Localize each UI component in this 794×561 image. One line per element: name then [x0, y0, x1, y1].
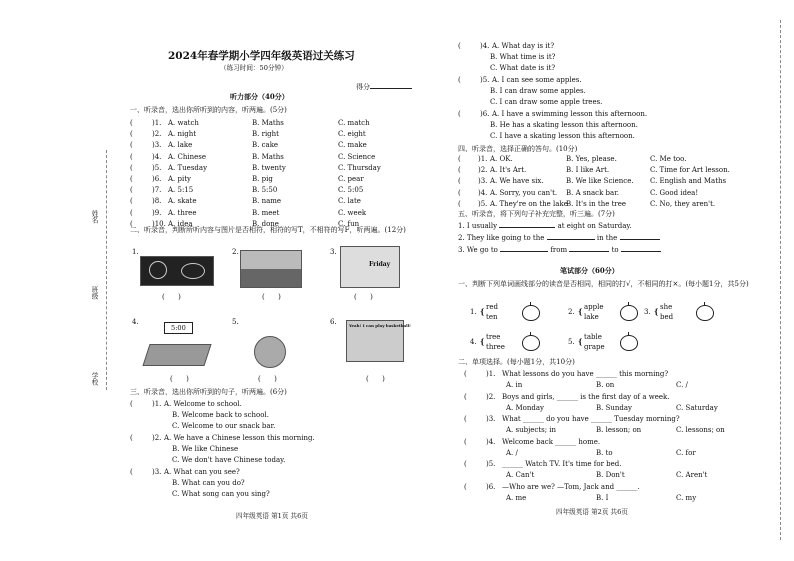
- picture-cyclist: [254, 336, 286, 368]
- question-number: )4.: [480, 42, 490, 50]
- option-a: A. Chinese: [168, 152, 206, 161]
- listening-section-header: 听力部分（40分）: [230, 92, 289, 101]
- option-b: B. Maths: [252, 119, 284, 127]
- answer-paren-open: (: [130, 186, 133, 195]
- option-c: C. Science: [338, 152, 376, 161]
- l5-sentence-2: 2. They like going to the in the: [458, 234, 660, 243]
- option-c: C. match: [338, 119, 370, 127]
- answer-paren-open: (: [130, 197, 133, 206]
- option-c: C. late: [338, 197, 361, 206]
- word-2: bed: [660, 313, 674, 321]
- question-number: )6.: [480, 110, 490, 118]
- answer-paren-2: ( ): [262, 293, 281, 301]
- question-number: )1.: [486, 370, 496, 378]
- answer-paren-open: (: [464, 392, 467, 401]
- pic-num-1: 1.: [132, 248, 139, 256]
- question-number: )4.: [152, 152, 162, 161]
- word-2: ten: [486, 313, 498, 321]
- brace: {: [578, 337, 583, 346]
- l2-heading: 二、听录音，判断所听内容与图片是否相符，相符的写T，不相符的写F，听两遍。(12分): [130, 226, 406, 234]
- item-number: 3.: [644, 308, 651, 316]
- question-number: )2.: [486, 392, 496, 401]
- option-b: B. to: [596, 448, 613, 457]
- answer-paren-open: (: [130, 208, 133, 217]
- option-b: B. lesson; on: [596, 426, 642, 434]
- question-number: )3.: [478, 177, 488, 186]
- answer-paren-open: (: [130, 434, 133, 442]
- question-stem: ______ Watch TV. It's time for bed.: [502, 460, 622, 468]
- answer-paren-open: (: [464, 370, 467, 378]
- option-c: C. We don't have Chinese today.: [172, 456, 286, 464]
- question-number: )4.: [486, 437, 496, 446]
- question-number: )5.: [152, 163, 162, 172]
- l1-heading: 一、听录音，选出你所听到的内容，听两遍。(5分): [130, 106, 287, 114]
- answer-apple-icon[interactable]: [522, 335, 540, 351]
- option-c: C. What date is it?: [490, 64, 556, 72]
- option-c: C. Thursday: [338, 163, 381, 172]
- answer-apple-icon[interactable]: [620, 305, 638, 321]
- answer-paren-open: (: [458, 199, 461, 208]
- question-number: )3.: [152, 141, 162, 150]
- item-number: 2.: [568, 308, 575, 316]
- option-b: B. 5:50: [252, 186, 278, 195]
- pic-num-5: 5.: [232, 318, 239, 326]
- item-number: 1.: [470, 308, 477, 316]
- option-c: C. No, they aren't.: [650, 199, 716, 208]
- pic-num-4: 4.: [132, 318, 139, 326]
- binding-school-label: 学校: [90, 372, 98, 386]
- question-number: )6.: [152, 175, 162, 183]
- option-a: A. Monday: [506, 403, 545, 412]
- option-c: C. fun: [338, 219, 360, 228]
- option-c: C. 5:05: [338, 186, 364, 195]
- option-b: B. What time is it?: [490, 53, 556, 61]
- option-a: A. three: [168, 208, 197, 217]
- answer-paren-open: (: [130, 141, 133, 150]
- option-a: A. I can see some apples.: [492, 76, 582, 84]
- answer-paren-open: (: [130, 400, 133, 408]
- answer-paren-4: ( ): [170, 375, 189, 383]
- answer-paren-open: (: [130, 468, 133, 476]
- word-1: she: [660, 303, 673, 311]
- answer-paren-open: (: [130, 175, 133, 183]
- question-number: )4.: [478, 188, 488, 197]
- picture-park: [240, 250, 302, 288]
- option-c: C. for: [676, 448, 696, 457]
- answer-paren-open: (: [130, 152, 133, 161]
- picture-calendar-friday: Friday: [340, 246, 400, 288]
- question-number: )2.: [152, 130, 162, 139]
- pic-num-2: 2.: [232, 248, 239, 256]
- word-1: tree: [486, 333, 501, 341]
- option-b: B. done: [252, 219, 279, 228]
- option-a: A. It's Art.: [490, 166, 527, 175]
- binding-name-label: 姓名: [90, 210, 98, 224]
- answer-paren-open: (: [458, 42, 461, 50]
- answer-paren-5: ( ): [258, 375, 277, 383]
- question-number: )5.: [480, 76, 490, 84]
- option-c: C. /: [676, 381, 688, 389]
- word-1: table: [584, 333, 602, 341]
- option-c: C. lessons; on: [676, 426, 725, 434]
- option-a: A. subjects; in: [506, 426, 557, 434]
- option-a: A. OK.: [490, 155, 513, 163]
- brace: {: [578, 307, 583, 316]
- l5-sentence-3: 3. We go to from to: [458, 246, 661, 255]
- option-a: A. pity: [168, 175, 191, 183]
- answer-paren-6: ( ): [366, 375, 385, 383]
- option-a: A. I have a swimming lesson this afternoon.: [492, 110, 648, 118]
- question-number: )1.: [152, 400, 162, 408]
- w2-heading: 二、单项选择。(每小题1分，共10分): [458, 358, 575, 366]
- word-2: grape: [584, 343, 605, 351]
- option-b: B. We like Chinese: [172, 445, 239, 453]
- option-c: C. Time for Art lesson.: [650, 166, 730, 175]
- question-number: )3.: [152, 468, 162, 476]
- option-c: C. Good idea!: [650, 188, 699, 197]
- option-a: A. in: [506, 381, 523, 389]
- option-c: C. pear: [338, 175, 364, 183]
- option-a: A. Sorry, you can't.: [490, 188, 558, 197]
- question-stem: What ______ do you have ______ Tuesday morning?: [502, 415, 680, 423]
- option-a: A. We have six.: [490, 177, 544, 186]
- option-c: C. week: [338, 208, 367, 217]
- answer-paren-open: (: [458, 188, 461, 197]
- question-number: )1.: [152, 119, 162, 127]
- time-note: （练习时间：50分钟）: [220, 64, 288, 72]
- answer-paren-3: ( ): [354, 293, 373, 301]
- footer-right: 四年级英语 第2页 共6页: [556, 508, 628, 516]
- question-number: )2.: [152, 434, 162, 442]
- answer-paren-open: (: [458, 110, 461, 118]
- option-c: C. I can draw some apple trees.: [490, 98, 603, 106]
- answer-paren-open: (: [458, 166, 461, 175]
- picture-basketball: Yeah! I can play basketball!: [346, 320, 404, 362]
- option-c: C. I have a skating lesson this afternoon.: [490, 132, 635, 140]
- answer-paren-open: (: [458, 177, 461, 186]
- option-c: C. my: [676, 493, 697, 502]
- word-1: red: [486, 303, 498, 311]
- option-a: A. 5:15: [168, 186, 194, 195]
- option-b: B. Sunday: [596, 403, 633, 412]
- pic-num-3: 3.: [330, 248, 337, 256]
- option-c: C. eight: [338, 130, 366, 139]
- option-c: C. make: [338, 141, 367, 150]
- option-b: B. It's in the tree: [566, 199, 627, 208]
- question-stem: —Who are we? —Tom, Jack and ______.: [502, 482, 640, 491]
- option-c: C. Me too.: [650, 155, 687, 163]
- option-a: A. They're on the lake: [490, 199, 568, 208]
- word-2: lake: [584, 313, 599, 321]
- question-number: )1.: [478, 155, 488, 163]
- picture-book: [142, 344, 211, 366]
- footer-left: 四年级英语 第1页 共6页: [236, 512, 308, 520]
- option-b: B. I: [596, 493, 609, 502]
- option-b: B. He has a skating lesson this afternoon.: [490, 121, 638, 129]
- option-a: A. me: [506, 493, 527, 502]
- option-a: A. lake: [168, 141, 193, 150]
- item-number: 4.: [470, 338, 477, 346]
- option-a: A. Tuesday: [168, 163, 208, 172]
- option-b: B. A snack bar.: [566, 188, 619, 197]
- binding-class-label: 班级: [90, 286, 98, 300]
- option-b: B. What can you do?: [172, 479, 245, 487]
- word-1: apple: [584, 303, 604, 311]
- answer-paren-open: (: [130, 219, 133, 228]
- l4-heading: 四、听录音，选择正确的答句。(10分): [458, 145, 578, 153]
- option-a: A. watch: [168, 119, 199, 127]
- option-b: B. right: [252, 130, 279, 139]
- option-a: A. Can't: [506, 471, 535, 479]
- question-number: )2.: [478, 166, 488, 175]
- option-a: A. Welcome to school.: [164, 400, 242, 408]
- option-a: A. What can you see?: [164, 468, 240, 476]
- written-section-header: 笔试部分（60分）: [560, 266, 619, 275]
- option-a: A. night: [168, 130, 197, 139]
- brace: {: [654, 307, 659, 316]
- answer-apple-icon[interactable]: [522, 305, 540, 321]
- option-a: A. /: [506, 448, 518, 457]
- question-stem: Welcome back ______ home.: [502, 437, 601, 446]
- question-stem: Boys and girls, ______ is the first day of a week.: [502, 392, 670, 401]
- question-number: )9.: [152, 208, 162, 217]
- option-b: B. We like Science.: [566, 177, 634, 186]
- option-b: B. Yes, please.: [566, 155, 617, 163]
- answer-paren-open: (: [458, 155, 461, 163]
- option-a: A. We have a Chinese lesson this morning.: [164, 434, 315, 442]
- w1-heading: 一、判断下列单词画线部分的读音是否相同，相同的打√，不相同的打×。(每小题1分，共5分): [458, 280, 749, 288]
- answer-paren-open: (: [130, 130, 133, 139]
- option-b: B. I like Art.: [566, 166, 610, 175]
- l5-heading: 五、听录音，将下列句子补充完整，听三遍。(7分): [458, 210, 615, 218]
- answer-paren-open: (: [458, 76, 461, 84]
- l5-sentence-1: 1. I usually at eight on Saturday.: [458, 222, 632, 230]
- answer-paren-open: (: [130, 163, 133, 172]
- question-number: )5.: [486, 460, 496, 468]
- option-b: B. I can draw some apples.: [490, 87, 586, 95]
- score-label: 得分: [356, 83, 412, 92]
- option-a: A. skate: [168, 197, 197, 206]
- option-b: B. meet: [252, 208, 280, 217]
- answer-apple-icon[interactable]: [696, 305, 714, 321]
- option-c: C. Aren't: [676, 471, 708, 479]
- option-b: B. Welcome back to school.: [172, 411, 269, 419]
- option-b: B. Maths: [252, 152, 284, 161]
- option-b: B. twenty: [252, 163, 286, 172]
- option-b: B. on: [596, 381, 615, 389]
- question-number: )8.: [152, 197, 162, 206]
- item-number: 5.: [568, 338, 575, 346]
- question-number: )5.: [478, 199, 488, 208]
- option-b: B. Don't: [596, 471, 625, 479]
- option-c: C. Saturday: [676, 403, 718, 412]
- answer-paren-1: ( ): [162, 293, 181, 301]
- question-number: )7.: [152, 186, 162, 195]
- answer-paren-open: (: [464, 460, 467, 468]
- answer-paren-open: (: [464, 482, 467, 491]
- answer-paren-open: (: [464, 437, 467, 446]
- clock-time-box: 5:00: [164, 322, 193, 334]
- question-number: )3.: [486, 415, 496, 423]
- l3-heading: 三、听录音，选出你所听到的句子，听两遍。(6分): [130, 388, 287, 396]
- option-c: C. What song can you sing?: [172, 490, 270, 498]
- picture-clock-night: [140, 256, 214, 286]
- page-title: 2024年春学期小学四年级英语过关练习: [168, 50, 355, 62]
- question-number: )6.: [486, 482, 496, 491]
- brace: {: [480, 337, 485, 346]
- option-a: A. What day is it?: [492, 42, 555, 50]
- option-b: B. cake: [252, 141, 279, 150]
- question-stem: What lessons do you have ______ this morning?: [502, 370, 669, 378]
- pic-num-6: 6.: [330, 318, 337, 326]
- option-c: C. Welcome to our snack bar.: [172, 422, 276, 430]
- answer-apple-icon[interactable]: [620, 335, 638, 351]
- answer-paren-open: (: [464, 415, 467, 423]
- option-b: B. name: [252, 197, 282, 206]
- question-number: )10.: [152, 219, 166, 228]
- option-c: C. English and Maths: [650, 177, 727, 186]
- word-2: three: [486, 343, 505, 351]
- option-b: B. pig: [252, 175, 273, 183]
- answer-paren-open: (: [130, 119, 133, 127]
- brace: {: [480, 307, 485, 316]
- option-a: A. idea: [168, 219, 193, 228]
